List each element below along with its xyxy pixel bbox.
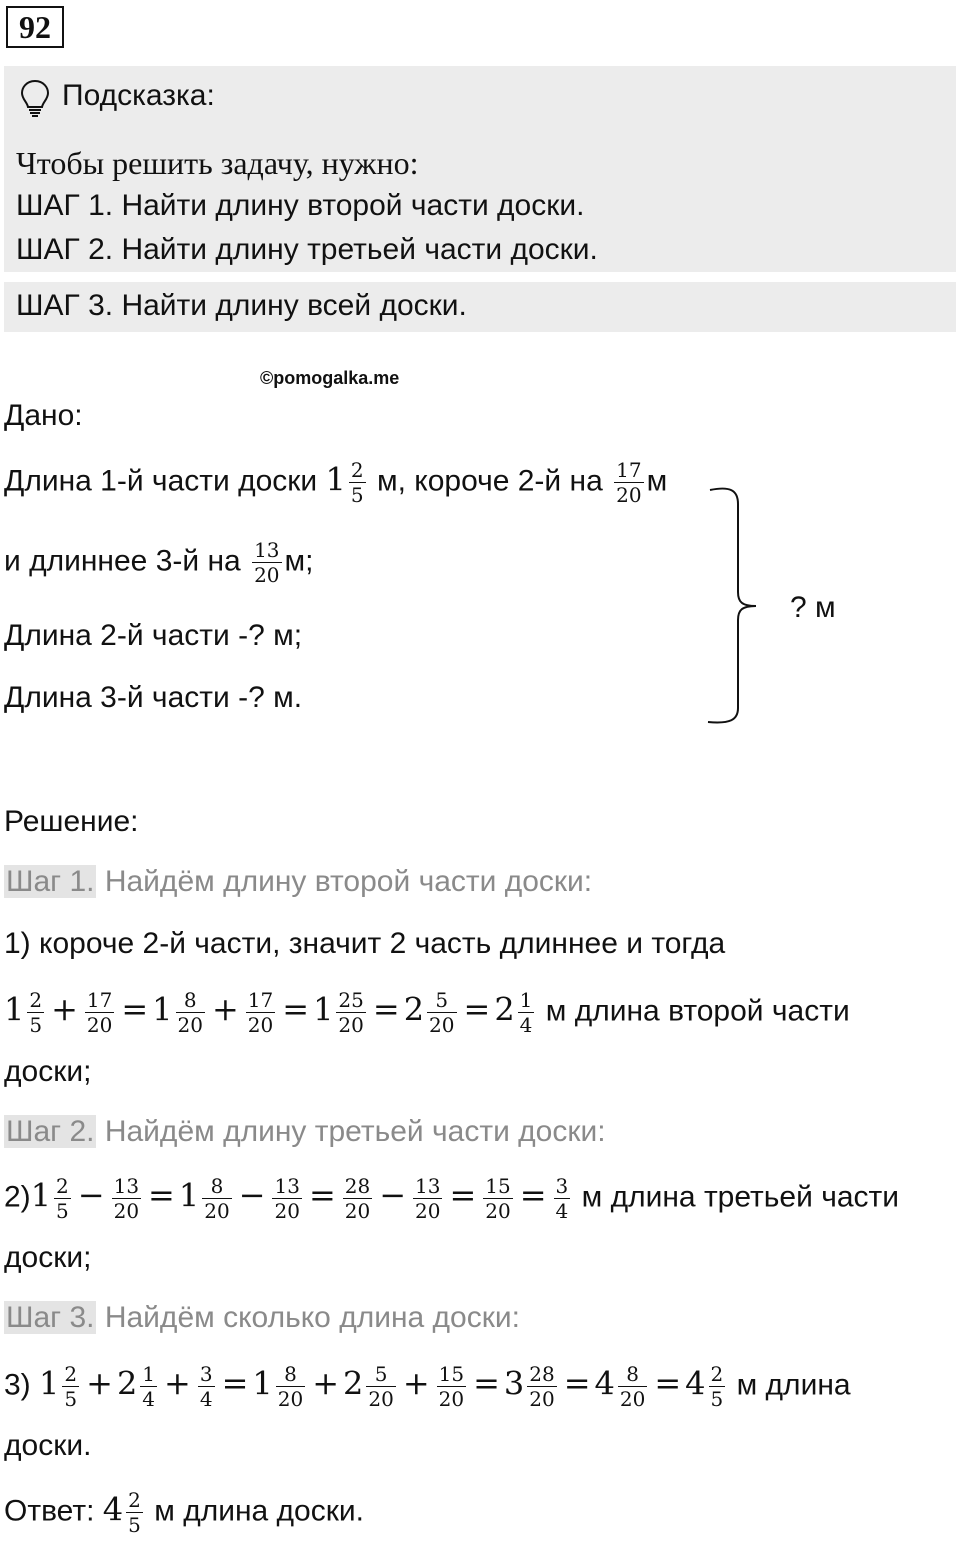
fraction: $\frac{17}{20}$ (616, 458, 642, 507)
step-3-tag: Шаг 3. (6, 1301, 95, 1334)
step-3-text: Найдём сколько длина доски: (104, 1301, 520, 1334)
given-line-1 (4, 460, 667, 505)
step-2-wrap: доски; (4, 1241, 92, 1274)
brace-label: ? м (790, 591, 836, 624)
step-2-equation: 2)1 $\frac{2}{5}$ − $\frac{13}{20}$ = 1 $\frac{8}{20}$ − $\frac{13}{20}$ = $\frac{28}{20}$ − $\frac{13}{20}$ = $\frac{15}{20}$ = $\frac{3}{4}$ м длина третьей части (4, 1174, 900, 1223)
given-line-2-text: и длиннее 3-й на (4, 544, 241, 578)
step-1-text: Найдём длину второй части доски: (104, 865, 593, 898)
answer-fraction: $\frac{2}{5}$ (128, 1488, 141, 1537)
hint-step-3-text: Найти длину всей доски. (121, 289, 467, 322)
unit: м; (284, 544, 314, 578)
given-line-4: Длина 3-й части -? м. (4, 681, 303, 714)
given-title: Дано: (4, 399, 83, 432)
step-1-heading (4, 864, 592, 900)
step-2-heading (4, 1114, 606, 1150)
step-2-tag: Шаг 2. (6, 1115, 95, 1148)
step-2-prefix: 2) (4, 1180, 31, 1214)
hint-step-3 (16, 288, 467, 324)
answer-label: Ответ: (4, 1494, 95, 1528)
step-3-heading (4, 1300, 520, 1336)
hint-step-2-label: ШАГ 2. (16, 233, 114, 266)
task-number: 92 (6, 6, 64, 48)
step-1-wrap: доски; (4, 1055, 92, 1088)
fraction: $\frac{2}{5}$ (350, 458, 364, 507)
hint-step-2 (16, 232, 598, 268)
step-3-prefix: 3) (4, 1368, 31, 1402)
mixed-whole: 1 (325, 460, 346, 499)
answer-whole: 4 (102, 1490, 124, 1529)
solution-title: Решение: (4, 805, 139, 838)
answer-line (4, 1490, 364, 1535)
step-1-tail: м длина второй части (545, 994, 850, 1028)
fraction: $\frac{13}{20}$ (254, 538, 280, 587)
hint-step-1-text: Найти длину второй части доски. (121, 189, 585, 222)
hint-step-1-label: ШАГ 1. (16, 189, 114, 222)
hint-step-2-text: Найти длину третьей части доски. (121, 233, 598, 266)
given-line-3: Длина 2-й части -? м; (4, 619, 303, 652)
given-line-1-mid: м, короче 2-й на (376, 464, 603, 498)
step-2-tail: м длина третьей части (581, 1180, 900, 1214)
given-line-2 (4, 540, 313, 585)
watermark: ©pomogalka.me (260, 368, 400, 388)
step-2-text: Найдём длину третьей части доски: (104, 1115, 606, 1148)
hint-step-3-label: ШАГ 3. (16, 289, 114, 322)
hint-step-1 (16, 188, 584, 224)
step-1-tag: Шаг 1. (6, 865, 95, 898)
step-1-equation: 1 $\frac{2}{5}$ + $\frac{17}{20}$ = 1 $\frac{8}{20}$ + $\frac{17}{20}$ = 1 $\frac{25}{20}$ = 2 $\frac{5}{20}$ = 2 $\frac{1}{4}$ м длина второй части (4, 988, 850, 1037)
step-3-tail: м длина (736, 1368, 851, 1402)
unit: м (646, 464, 668, 498)
hint-intro: Чтобы решить задачу, нужно: (16, 145, 419, 181)
step-3-wrap: доски. (4, 1429, 92, 1462)
given-line-1-text: Длина 1-й части доски (4, 464, 318, 498)
lightbulb-icon (18, 78, 52, 118)
answer-tail: м длина доски. (154, 1494, 364, 1528)
curly-brace-icon (700, 484, 760, 728)
step-3-equation: 3) 1 $\frac{2}{5}$ + 2 $\frac{1}{4}$ + $\frac{3}{4}$ = 1 $\frac{8}{20}$ + 2 $\frac{5}{20}$ + $\frac{15}{20}$ = 3 $\frac{28}{20}$ = 4 $\frac{8}{20}$ = 4 $\frac{2}{5}$ м длина (4, 1362, 851, 1411)
hint-title: Подсказка: (62, 79, 215, 112)
step-1-line: 1) короче 2-й части, значит 2 часть длиннее и тогда (4, 927, 726, 960)
